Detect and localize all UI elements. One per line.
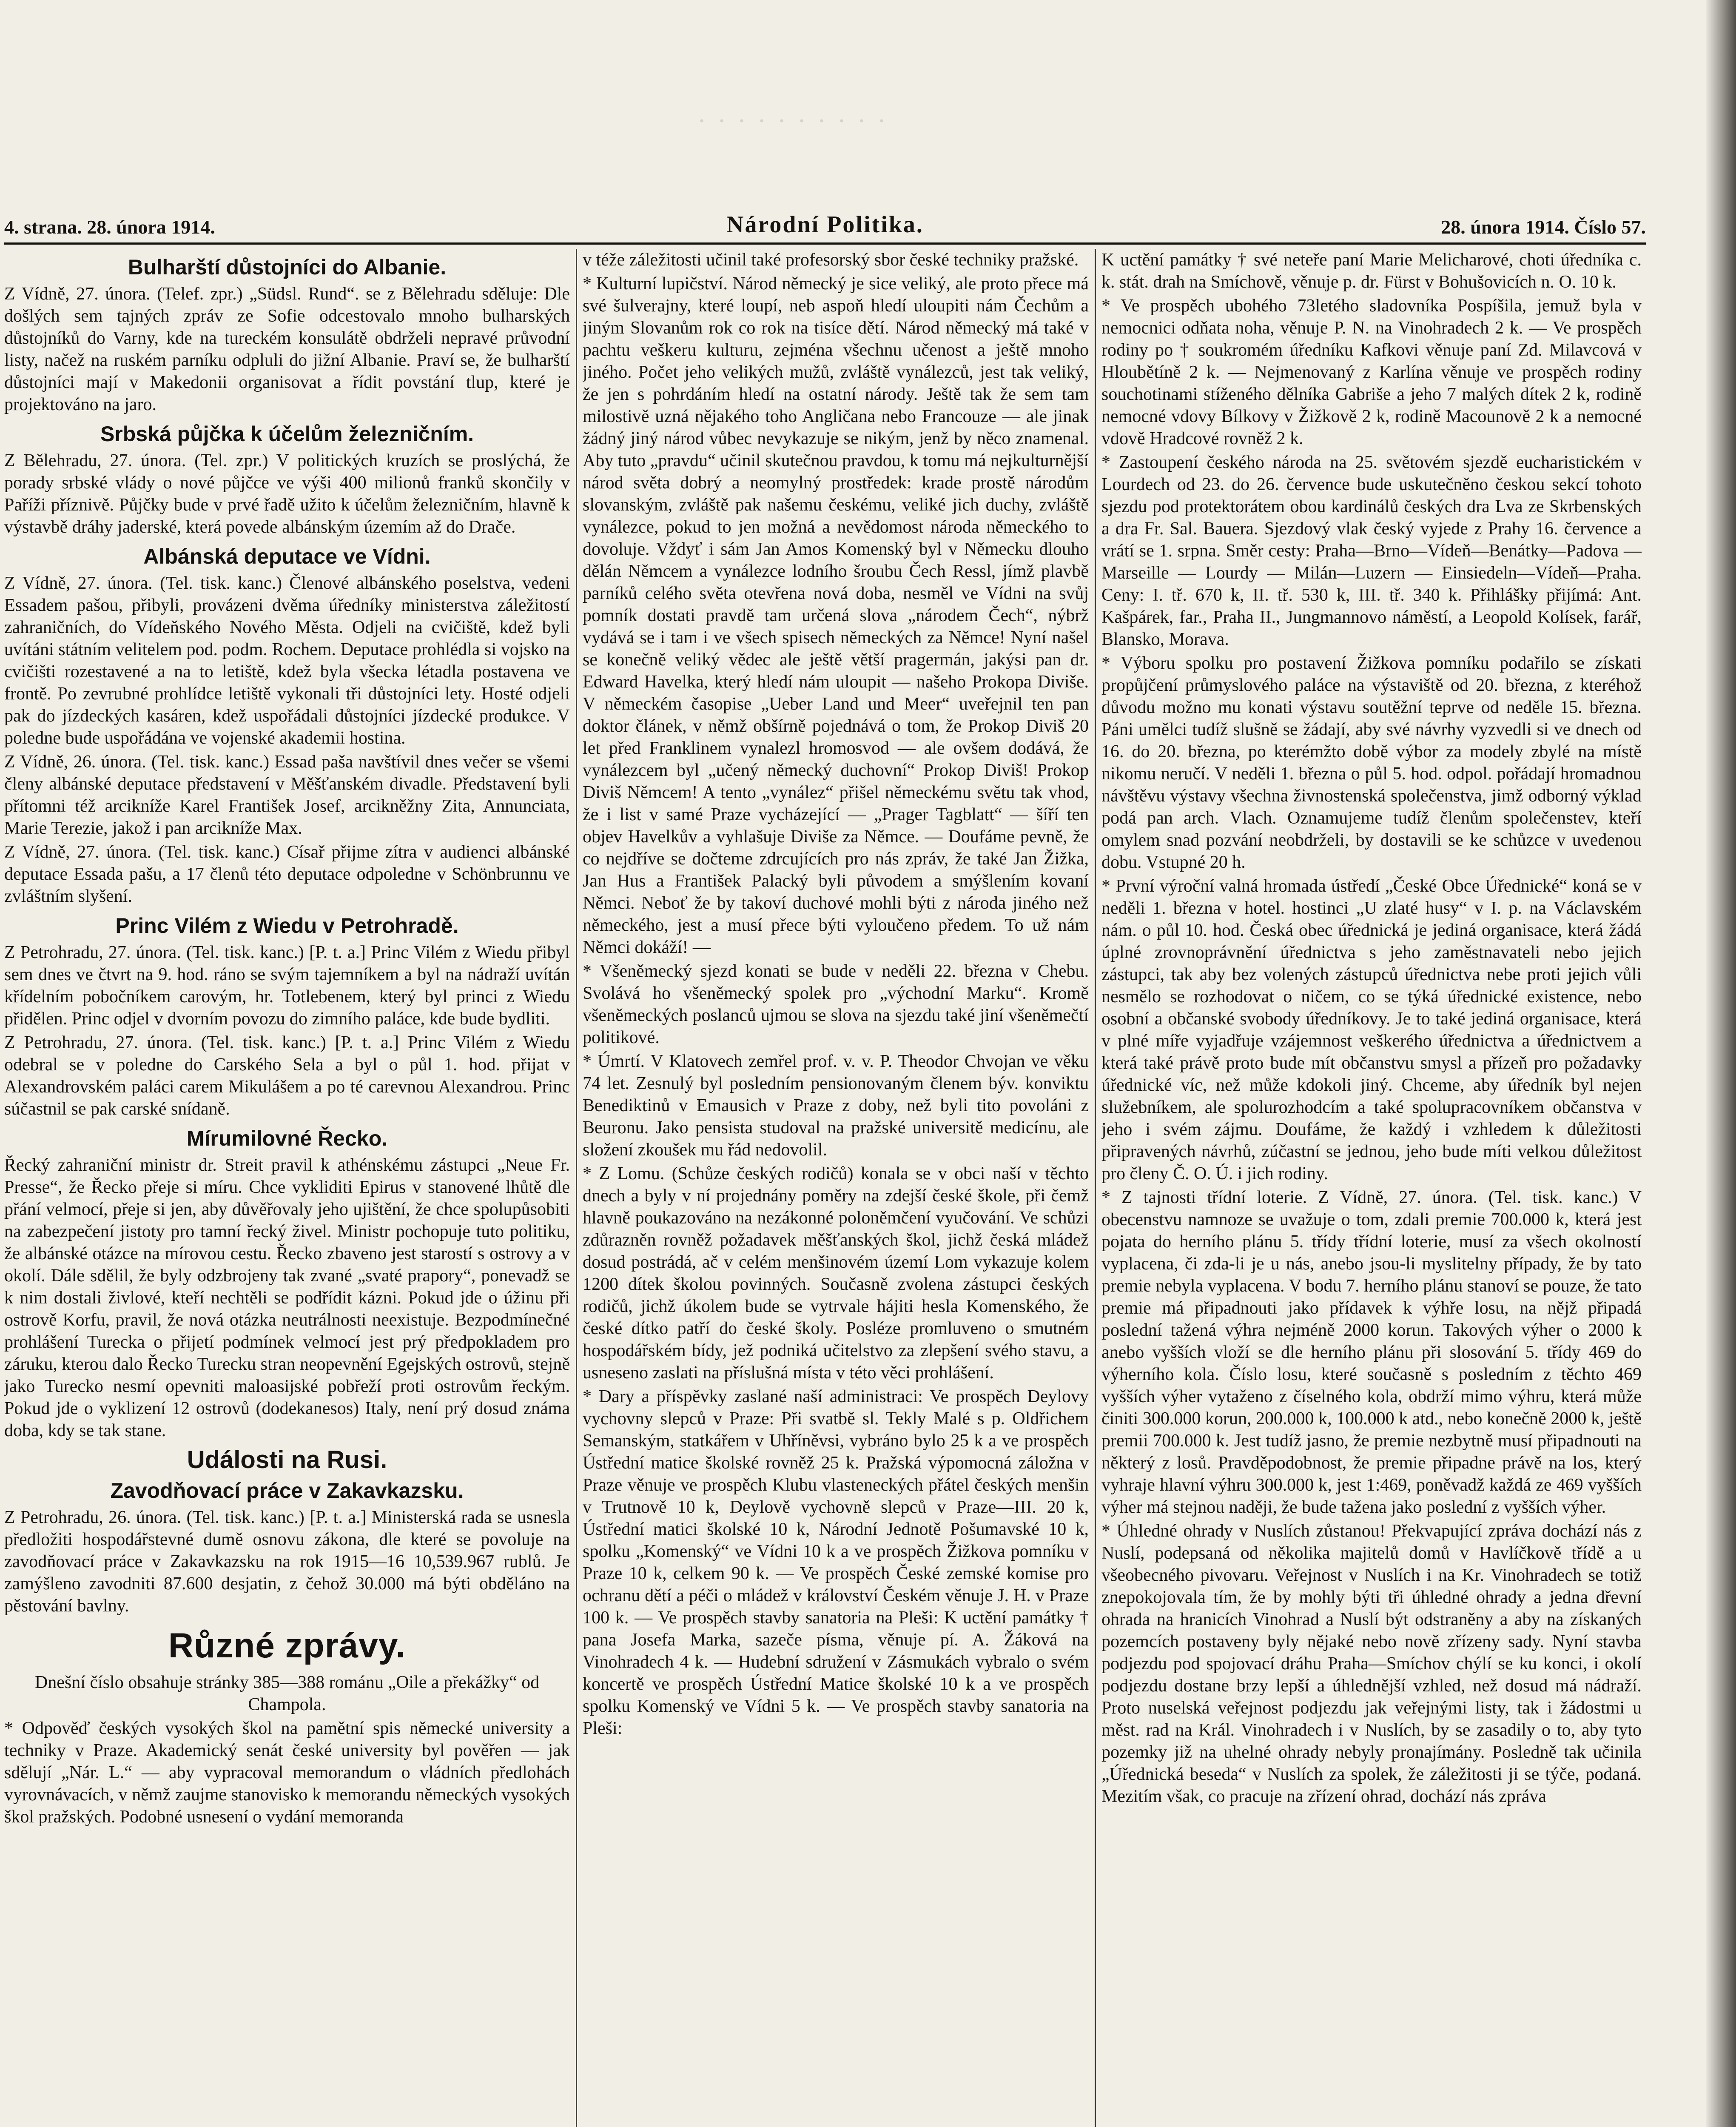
column-3 <box>1101 249 1642 2127</box>
article-paragraph: * První výroční valná hromada ústředí „České Obce Úřednické“ koná se v neděli 1. března v hotel. hostinci „U zlaté husy“ v I. p. na Václavském nám. o půl 10. hod. Česká obec úřednická je jediná organisace, která žádá úplné zrovnoprávnění úřednictva s jeho zaměstnavateli nebo jejich zástupci, tak aby bez volených zástupců úřednictva nebe proti jejich vůli nesmělo se rozhodovat o ničem, co se týká úřednické existence, nebo osobní a občanské svobody úředníkovy. Je to také jediná organisace, která v plné míře vyjadřuje vzájemnost veškerého úřednictva a úřednictvem a která také právě proto bude mít občanstvu smysl a přízeň pro požadavky úřednické víc, než může kdokoli jiný. Chceme, aby úředník byl nejen služebníkem, ale spolurozhodcím a také spolupracovníkem občanstva v jeho i svém zájmu. Doufáme, že každý i vzhledem k důležitosti připravených návrhů, zúčastní se jednou, jeho bude míti velkou důležitost pro členy Č. O. Ú. i jich rodiny. <box>1101 876 1642 1183</box>
masthead: Národní Politika. <box>726 211 924 238</box>
article-heading: Albánská deputace ve Vídni. <box>143 545 431 568</box>
section-title: Různé zprávy. <box>168 1626 406 1665</box>
bleed-through-text: · · · · · · · · · · <box>697 107 888 135</box>
article-paragraph: * Dary a příspěvky zaslané naší administraci: Ve prospěch Deylovy vychovny slepců v Praze: Při svatbě sl. Tekly Malé s p. Oldřichem Semanským, statkářem v Uhříněvsi, vybráno bylo 25 k a ve prospěch Ústřední matice školské rovněž 25 k. Pražská výpomocná záložna v Praze věnuje ve prospěch Klubu vlasteneckých přátel českých menšin v Trutnově 10 k, Deylově vychovně slepců v Praze—III. 20 k, Ústřední matici školské 10 k, Národní Jednotě Pošumavské 10 k, spolku „Komenský“ ve Vídni 10 k a ve prospěch Žižkova pomníku v Praze 10 k, celkem 90 k. — Ve prospěch České zemské komise pro ochranu dětí a péči o mládež v království Českém věnuje J. H. v Praze 100 k. — Ve prospěch stavby sanatoria na Pleši: K uctění památky † pana Josefa Marka, sazeče písma, věnuje pí. A. Žáková na Vinohradech 4 k. — Hudební sdružení v Zásmukách vybralo o svém koncertě ve prospěch Ústřední Matice školské 10 k a ve prospěch spolku Komenský ve Vídni 5 k. — Ve prospěch stavby sanatoria na Pleši: <box>583 1387 1089 1738</box>
article-paragraph: Z Vídně, 27. února. (Tel. tisk. kanc.) Členové albánského poselstva, vedeni Essadem pašou, přibyli, provázeni dvěma úředníky ministerstva záležitostí zahraničních, do Vídeňského Nového Města. Odjeli na cvičiště, kdež byli uvítáni státním velitelem pod. podm. Rochem. Deputace prohlédla si vojsko na cvičišti rozestavené a na to letiště, kdež byla všecka létadla postavena ve frontě. Po zevrubné prohlídce letiště vykonali tři důstojníci lety. Hosté odjeli pak do jízdeckých kasáren, kdež uspořádali důstojníci jízdecké produkce. V poledne bude uspořádána ve vojenské akademii hostina. <box>4 573 570 748</box>
article-heading: Zavodňovací práce v Zakavkazsku. <box>110 1479 464 1503</box>
article-paragraph: Řecký zahraniční ministr dr. Streit pravil k athénskému zástupci „Neue Fr. Presse“, že Řecko přeje si míru. Chce vykliditi Epirus v stanovené lhůtě dle přání velmocí, přeje si jen, aby důvěřovaly jeho ujištění, že chce spolupůsobiti na zabezpečení jistoty pro tamní řecký živel. Ministr pochopuje tuto politiku, že albánské otázce na mírovou cestu. Řecko zbaveno jest starostí s ostrovy a v okolí. Dále sdělil, že byly odzbrojeny tak zvané „svaté prapory“, ponevadž se k nim dostali živlové, kteří nechtěli se podřídit kázni. Pokud jde o úžinu při ostrově Korfu, pravil, že nová otázka neutrálnosti neexistuje. Bezpodmínečné prohlášení Turecka o přijetí podmínek velmocí jest prý předpokladem pro záruku, kterou dalo Řecko Turecku stran neopevnění Egejských ostrovů, stejně jako Turecko nesmí opevniti maloasijské pobřeží proti ostrovům řeckým. Pokud jde o vyklizení 12 ostrovů (dodekanesos) Italy, není prý dosud známa doba, kdy se tak stane. <box>4 1155 570 1440</box>
article-paragraph: * Všeněmecký sjezd konati se bude v neděli 22. března v Chebu. Svolává ho všeněmecký spolek pro „východní Marku“. Kromě všeněmeckých poslanců ujmou se slova na sjezdu také jiní všeněmečtí politikové. <box>583 961 1089 1047</box>
article-paragraph: * Úmrtí. V Klatovech zemřel prof. v. v. P. Theodor Chvojan ve věku 74 let. Zesnulý byl posledním pensionovaným členem býv. konviktu Benediktinů v Emausich v Praze z doby, než byli tito povoláni z Beuronu. Jako pensista studoval na pražské universitě medicínu, ale složení zkoušek mu řád nedovolil. <box>583 1052 1089 1160</box>
article-paragraph: K uctění památky † své neteře paní Marie Melicharové, choti úředníka c. k. stát. drah na Smíchově, věnuje p. dr. Fürst v Bohušovicích n. O. 10 k. <box>1101 250 1642 292</box>
article-paragraph: * Odpověď českých vysokých škol na pamětní spis německé university a techniky v Praze. Akademický senát české university byl pověřen — jak sdělují „Nár. L.“ — aby vypracoval memorandum o vládních předlohách vyrovnávacích, v němž zaujme stanovisko k memorandu německých vysokých škol pražských. Podobné usnesení o vydání memoranda <box>4 1719 570 1827</box>
article-paragraph: Z Petrohradu, 27. února. (Tel. tisk. kanc.) [P. t. a.] Princ Vilém z Wiedu přibyl sem dnes ve čtvrt na 9. hod. ráno se svým tajemníkem a byl na nádraží uvítán křídelním pobočníkem carovým, hr. Totlebenem, který byl princi z Wiedu přidělen. Princ odjel v dvorním povozu do zimního paláce, kde bude bydliti. <box>4 943 570 1029</box>
section-heading: Události na Rusi. <box>187 1446 387 1474</box>
article-paragraph: * Z tajnosti třídní loterie. Z Vídně, 27. února. (Tel. tisk. kanc.) V obecenstvu namnoze se uvažuje o tom, zdali premie 700.000 k, která jest pojata do herního plánu 5. třídy třídní loterie, musí za všech okolností vyplacena, či zda-li je u nás, anebo jsou-li myslitelny případy, že by tato premie nebyla vyplacena. V bodu 7. herního plánu stanoví se pouze, že tato premie má připadnouti jako přídavek k výhře losu, na nějž připadá poslední tažená výhra nejméně 2000 korun. Takových výher o 2000 k anebo vyšších vloží se dle herního plánu při slosování 5. třídy 469 do výherního kola. Číslo losu, které současně s posledním z těchto 469 vyšších výher vytaženo z číselného kola, obdrží mimo výhru, která může činiti 300.000 korun, 200.000 k, 100.000 k atd., nebo konečně 2000 k, ještě premii 700.000 k. Jest tudíž jasno, že premie nezbytně musí připadnouti na některý z losů. Pravděpodobnost, že premie připadne právě na los, který vyhraje hlavní výhru 300.000 k, jest 1:469, poněvadž každá ze 469 vyšších výher má stejnou naději, že bude tažena jako poslední z vyšších výher. <box>1101 1188 1642 1517</box>
article-paragraph: * Zastoupení českého národa na 25. světovém sjezdě eucharistickém v Lourdech od 23. do 26. července bude uskutečněno českou sekcí tohoto sjezdu pod protektorátem obou kardinálů českých dra Lva ze Skrbenských a dra Fr. Sal. Bauera. Sjezdový vlak český vyjede z Prahy 16. července a vrátí se 1. srpna. Směr cesty: Praha—Brno—Vídeň—Benátky—Padova — Marseille — Lourdy — Milán—Luzern — Einsiedeln—Vídeň—Praha. Ceny: I. tř. 670 k, II. tř. 530 k, III. tř. 340 k. Přihlášky přijímá: Ant. Kašpárek, far., Praha II., Jungmannovo náměstí, a Leopold Kolísek, farář, Blansko, Morava. <box>1101 453 1642 649</box>
article-paragraph: Z Bělehradu, 27. února. (Tel. zpr.) V politických kruzích se proslýchá, že porady srbské vlády o nové půjčce ve výši 400 milionů franků skončily v Paříži příznivě. Půjčky bude v prvé řadě užito k účelům železničním, hlavně k výstavbě dráhy jaderské, která povede albánským územím až do Drače. <box>4 451 570 537</box>
column-divider <box>576 249 577 2127</box>
article-paragraph: Z Petrohradu, 27. února. (Tel. tisk. kanc.) [P. t. a.] Princ Vilém z Wiedu odebral se v poledne do Carského Sela a byl o půl 1. hod. přijat v Alexandrovském paláci carem Mikulášem a po té carevnou Alexandrou. Princ súčastnil se pak carské snídaně. <box>4 1033 570 1119</box>
notice-text: Dnešní číslo obsahuje stránky 385—388 románu „Oile a překážky“ od Champola. <box>34 1673 540 1714</box>
article-heading: Mírumilovné Řecko. <box>186 1126 388 1150</box>
article-heading: Princ Vilém z Wiedu v Petrohradě. <box>115 914 459 938</box>
article-paragraph: * Kulturní lupičství. Národ německý je sice veliký, ale proto přece má své šulverajny, které loupí, neb aspoň hledí uloupiti nám Čechům a jiným Slovanům rok co rok na tisíce dětí. Národ německý má také v pachtu veškeru kulturu, zejména všechnu učenost a ještě mnoho jiného. Počet jeho velikých mužů, zvláště vynálezců, jest tak veliký, že jen s pohrdáním hledí na ostatní národy. Ještě tak že sem tam milostivě uzná nějakého toho Angličana nebo Francouze — ale jinak žádný jiný národ vůbec nevykazuje se nikým, jenž by něco znamenal. Aby tuto „pravdu“ učinil skutečnou pravdou, k tomu má nejkulturnější národ světa dobrý a neomylný prostředek: krade prostě národům slovanským, zvláště pak našemu českému, veliké jich duchy, zvláště vynálezce, pokud to jen možná a nevědomost národa německého to dovoluje. Vždyť i sám Jan Amos Komenský byl v Německu dlouho dělán Němcem a vynálezce lodního šroubu Čech Ressl, jímž plavbě parníků celého světa otevřena nová doba, nesměl ve Vídni na svůj pomník dostati pravdě tam určená slova „národem Čech“, nýbrž vydává se i tam i ve všech spisech německých za Němce! Nyní našel se konečně veliký vědec ale ještě větší pragermán, jakýsi pan dr. Edward Havelka, který hledí nám uloupit — našeho Prokopa Diviše. V německém časopise „Ueber Land und Meer“ uveřejnil ten pan doktor článek, v němž obšírně pojednává o tom, že Prokop Diviš 20 let před Franklinem vynalezl hromosvod — ale ovšem dodává, že vynálezcem byl „učený německý duchovní“ Prokop Diviš! Prokop Diviš Němcem! A tento „vynález“ přišel německému světu tak vhod, že i list v samé Praze vycházející — „Prager Tagblatt“ — šíří ten objev Havelkův a vyhlašuje Diviše za Němce. — Doufáme pevně, že co nejdříve se dočteme zdrcujících pro nás zpráv, že také Jan Žižka, Jan Hus a František Palacký byli původem a smýšlením kovaní Němci. Neboť že by takoví duchové mohli býti z národa jiného než německého, jest a musí přece býti vyloučeno předem. To už nám Němci dokáží! — <box>583 274 1089 957</box>
article-paragraph: * Z Lomu. (Schůze českých rodičů) konala se v obci naší v těchto dnech a byly v ní projednány poměry na zdejší české škole, při čemž hlavně poukazováno na nezákonné poloněmčení vyučování. Ve schůzi zdůrazněn rovněž požadavek měšťanských škol, jichž česká mládež dosud postrádá, ač v celém menšinovém území Lom vykazuje kolem 1200 dítek školou povinných. Současně zvolena zástupci českých rodičů, jichž úkolem bude se vytrvale hájiti hesla Komenského, že české dítko patří do české školy. Posléze promluveno o smutném hospodářském bídy, jež podniká učitelstvo za zlepšení svého stavu, a usneseno zaslati na příslušná místa v této věci prohlášení. <box>583 1164 1089 1383</box>
issue-number: 28. února 1914. Číslo 57. <box>1441 216 1646 238</box>
article-heading: Bulharští důstojníci do Albanie. <box>128 255 447 279</box>
article-paragraph: Z Vídně, 27. února. (Tel. tisk. kanc.) Císař přijme zítra v audienci albánské deputace Essada pašu, a 17 členů této deputace odpoledne v Schönbrunnu ve zvláštním slyšení. <box>4 842 570 906</box>
article-paragraph: * Ve prospěch ubohého 73letého sladovníka Pospíšila, jemuž byla v nemocnici odňata noha, věnuje P. N. na Vinohradech 2 k. — Ve prospěch rodiny po † soukromém úředníku Kafkovi věnuje paní Zd. Milavcová v Hloubětíně 2 k. — Nejmenovaný z Karlína věnuje ve prospěch rodiny souchotinami stíženého dělníka Gabriše a jeho 7 malých dítek 2 k, rodině nemocné vdovy Bílkovy v Žižkově 2 k, rodině Macounově 2 k a nemocné vdově Hradcové rovněž 2 k. <box>1101 296 1642 448</box>
article-paragraph: * Úhledné ohrady v Nuslích zůstanou! Překvapující zpráva dochází nás z Nuslí, podepsaná od několika majitelů domů v Havlíčkově třídě a u všeobecného pivovaru. Veřejnost v Nuslích i na Kr. Vinohradech se totiž znepokojovala tím, že by mohly býti tři úhledné ohrady a jedna dřevní ohrada na hranicích Vinohrad a Nuslí být odstraněny a aby na získaných pozemcích postaveny byly nějaké nebo nově zřízeny sady. Nyní stavba podjezdu pod spojovací dráhu Praha—Smíchov chýlí se ku konci, i okolí podjezdu dostane brzy lepší a úhlednější vzhled, než dosud má nádraží. Proto nuselská veřejnost podjezdu jak veřejnými listy, tak i žádostmi u měst. rad na Král. Vinohradech i v Nuslích, by se zasadily o to, aby tyto pozemky již na uhelné ohrady nebyly pronajímány. Posledně tak učinila „Úřednická beseda“ v Nuslích za spolek, že záležitosti ji se týče, podaná. Mezitím však, co pracuje na zřízení ohrad, dochází nás zpráva <box>1101 1521 1642 1806</box>
article-paragraph: Z Vídně, 27. února. (Telef. zpr.) „Südsl. Rund“. se z Bělehradu sděluje: Dle došlých sem tajných zpráv ze Sofie odcestovalo mnoho bulharských důstojníků do Varny, kde na tureckém konsulátě obdrželi nepravé průvodní listy, načež na ruském parníku odpluli do jižní Albanie. Praví se, že bulharští důstojníci mají v Makedonii organisovat a řídit povstání tlup, které je projektováno na jaro. <box>4 284 570 414</box>
scan-edge <box>1706 0 1736 2127</box>
article-paragraph: * Výboru spolku pro postavení Žižkova pomníku podařilo se získati propůjčení průmyslového paláce na výstaviště od 20. března, z kteréhož důvodu možno mu konati výstavu soutěžní teprve od neděle 15. března. Páni umělci tudíž slušně se žádají, aby své návrhy vyzvedli si ve dnech od 16. do 20. března, po kterémžto době výbor za modely zbylé na místě nikomu neručí. V neděli 1. března o půl 5. hod. odpol. pořádají hromadnou návštěvu výstavy všechna živnostenská společenstva, jimž odborný výklad podá pan arch. Vlach. Oznamujeme tudíž členům společenstev, kteří omylem snad pozvání neobdrželi, by dostavili se ke schůzce v uvedenou dobu. Vstupné 20 h. <box>1101 653 1642 872</box>
article-paragraph: Z Petrohradu, 26. února. (Tel. tisk. kanc.) [P. t. a.] Ministerská rada se usnesla předložiti hospodářstevné dumě osnovu zákona, dle které se povoluje na zavodňovací práce v Zakavkazsku na rok 1915—16 10,539.967 rublů. Je zamýšleno zavodniti 87.600 desjatin, z čehož 30.000 má býti obděláno na pěstování bavlny. <box>4 1508 570 1616</box>
column-1 <box>4 249 570 2127</box>
page-header <box>4 204 1646 245</box>
article-heading: Srbská půjčka k účelům železničním. <box>100 422 474 446</box>
column-divider <box>1095 249 1096 2127</box>
column-2 <box>583 249 1089 2127</box>
article-paragraph: v téže záležitosti učinil také profesorský sbor české techniky pražské. <box>583 250 1079 270</box>
page-number-date: 4. strana. 28. února 1914. <box>4 216 215 238</box>
article-paragraph: Z Vídně, 26. února. (Tel. tisk. kanc.) Essad paša navštívil dnes večer se všemi členy albánské deputace představení v Měšťanském divadle. Představení byli přítomni též arcikníže Karel František Josef, arcikněžny Zita, Annunciata, Marie Terezie, jakož i pan arcikníže Max. <box>4 752 570 838</box>
